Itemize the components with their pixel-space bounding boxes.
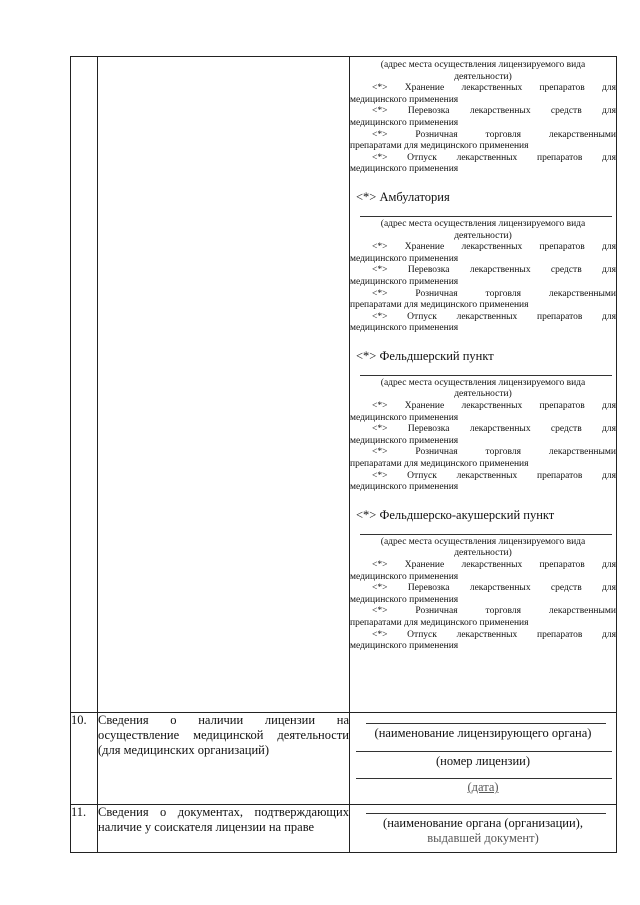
activity-item [350,106,616,129]
document-info-fields [350,805,617,853]
address-group [350,57,616,176]
address-groups [350,57,616,653]
activity-item [350,447,616,470]
activity-item [350,289,616,312]
license-number-caption: (номер лицензии) [435,754,531,768]
fill-line [360,216,612,217]
activity-item-line: <*> Отпуск лекарственных препаратов для [372,311,616,322]
activity-item [350,630,616,653]
activity-item-line: <*> Отпуск лекарственных препаратов для [372,152,616,163]
issued-document-caption: выдавшей документ) [427,831,539,845]
activity-item-line: <*> Розничная торговля лекарственными [372,129,616,140]
activity-item-continuation: препаратами для медицинского применения [350,459,529,470]
fill-line [356,751,612,752]
address-caption: (адрес места осуществления лицензируемого вида деятельности) [380,536,586,559]
activity-item-continuation: медицинского применения [350,641,459,652]
activity-item-continuation: медицинского применения [350,435,459,446]
activity-item [350,265,616,288]
license-info-fields [350,713,617,805]
fill-line [366,813,606,814]
row-number: 11. [71,805,98,853]
row-description: Сведения о документах, подтверждающих наличие у соискателя лицензии на праве [98,805,350,853]
activity-item [350,606,616,629]
application-form-table [70,56,617,853]
activity-item [350,130,616,153]
activity-item-continuation: медицинского применения [350,571,459,582]
fill-line [360,534,612,535]
table-row-continuation [71,57,617,713]
address-group [350,176,616,335]
activity-item-line: <*> Перевозка лекарственных средств для [372,106,616,117]
activity-item-line: <*> Хранение лекарственных препаратов для [372,242,616,253]
activity-item-continuation: медицинского применения [350,117,459,128]
row-value-cell [350,57,617,713]
activity-item-continuation: медицинского применения [350,482,459,493]
facility-heading: <*> Амбулатория [356,189,450,204]
activity-item-line: <*> Розничная торговля лекарственными [372,288,616,299]
address-caption: (адрес места осуществления лицензируемого вида деятельности) [380,60,586,82]
activity-item-line: <*> Розничная торговля лекарственными [372,447,616,458]
row-description: Сведения о наличии лицензии на осуществление медицинской деятельности (для медицинских организаций) [98,713,350,805]
activity-item [350,401,616,424]
activity-item-line: <*> Отпуск лекарственных препаратов для [372,629,616,640]
fill-line [360,375,612,376]
activity-item-line: <*> Хранение лекарственных препаратов для [372,560,616,570]
activity-item [350,471,616,494]
activity-item [350,583,616,606]
activity-item [350,83,616,106]
row-number-cell [71,57,98,713]
activity-item [350,424,616,447]
fill-line [356,778,612,779]
activity-item-continuation: препаратами для медицинского применения [350,617,529,628]
address-caption: (адрес места осуществления лицензируемого вида деятельности) [380,218,586,241]
row-number: 10. [71,713,98,805]
activity-item [350,560,616,583]
licensing-body-caption: (наименование лицензирующего органа) [374,726,592,740]
row-description-cell [98,57,350,713]
activity-item [350,312,616,335]
org-name-caption: (наименование органа (организации), [383,816,583,830]
activity-item-line: <*> Перевозка лекарственных средств для [372,265,616,276]
activity-item-line: <*> Перевозка лекарственных средств для [372,424,616,435]
fill-line [366,723,606,724]
address-group [350,335,616,494]
activity-item-continuation: медицинского применения [350,412,459,423]
date-caption: (дата) [467,780,499,794]
activity-item-continuation: медицинского применения [350,94,459,105]
activity-item-line: <*> Перевозка лекарственных средств для [372,583,616,594]
activity-item-continuation: медицинского применения [350,164,459,175]
table-row-11 [71,805,617,853]
activity-item-continuation: препаратами для медицинского применения [350,141,529,152]
activity-item-line: <*> Отпуск лекарственных препаратов для [372,470,616,481]
activity-item-continuation: медицинского применения [350,253,459,264]
address-group [350,494,616,653]
address-caption: (адрес места осуществления лицензируемого вида деятельности) [380,377,586,400]
activity-item-line: <*> Хранение лекарственных препаратов для [372,401,616,412]
activity-item-line: <*> Хранение лекарственных препаратов для [372,83,616,94]
activity-item-continuation: препаратами для медицинского применения [350,300,529,311]
activity-item-line: <*> Розничная торговля лекарственными [372,606,616,617]
facility-heading: <*> Фельдшерский пункт [356,348,494,363]
activity-item [350,153,616,176]
activity-item [350,242,616,265]
activity-item-continuation: медицинского применения [350,276,459,287]
table-row-10 [71,713,617,805]
facility-heading: <*> Фельдшерско-акушерский пункт [356,507,555,522]
activity-item-continuation: медицинского применения [350,323,459,334]
activity-item-continuation: медицинского применения [350,594,459,605]
